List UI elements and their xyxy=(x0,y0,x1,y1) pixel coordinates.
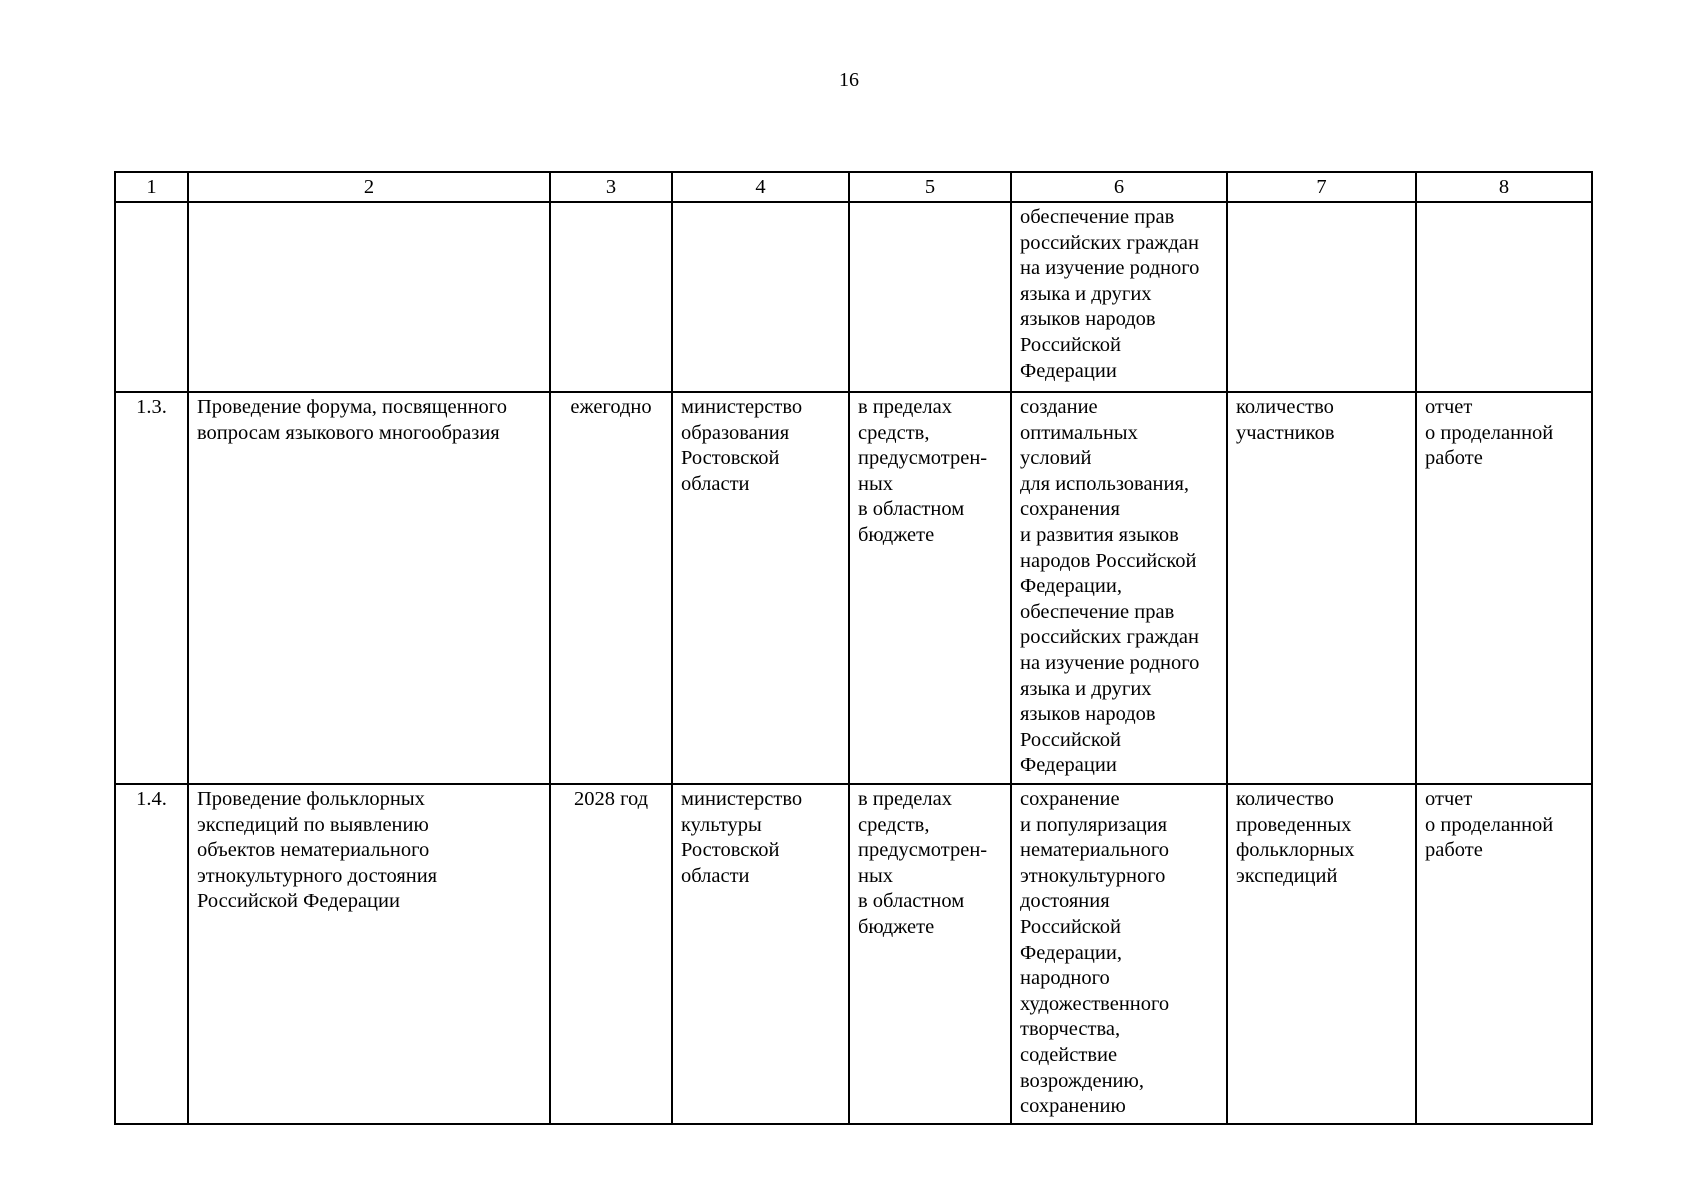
cell-text-line: в областном xyxy=(858,498,965,521)
activity-name-cell xyxy=(188,784,550,1124)
cell-text-line: Федерации, xyxy=(1020,575,1122,598)
responsible-executor-cell xyxy=(672,202,849,392)
report-form-cell xyxy=(1416,784,1592,1124)
cell-text-line: средств, xyxy=(858,421,930,444)
cell-text-line: народного xyxy=(1020,967,1110,990)
report-form-cell xyxy=(1416,392,1592,784)
cell-text-line: отчет xyxy=(1425,396,1473,418)
responsible-executor-cell xyxy=(672,392,849,784)
cell-text-line: предусмотрен- xyxy=(858,839,988,862)
cell-text-line: области xyxy=(681,864,750,887)
cell-text-line: языка и других xyxy=(1020,282,1152,305)
financing-source-cell xyxy=(849,392,1011,784)
cell-text-line: Проведение форума, посвященного xyxy=(197,396,507,418)
cell-text-line: народов Российской xyxy=(1020,549,1197,572)
deadline-cell xyxy=(550,202,672,392)
cell-text-line: и популяризация xyxy=(1020,813,1168,836)
cell-text-line: объектов нематериального xyxy=(197,839,430,862)
cell-text-line: отчет xyxy=(1425,788,1473,810)
activity-name-cell xyxy=(188,202,550,392)
cell-text-line: российских граждан xyxy=(1020,231,1199,254)
financing-source-cell xyxy=(849,202,1011,392)
column-header: 5 xyxy=(849,172,1011,202)
cell-text-line: министерство xyxy=(681,396,803,418)
item-number-cell: 1.4. xyxy=(115,784,188,1124)
cell-text-line: Российской xyxy=(1020,333,1122,356)
responsible-executor-cell xyxy=(672,784,849,1124)
cell-text-line: Российской xyxy=(1020,915,1122,938)
cell-text-line: Проведение фольклорных xyxy=(197,788,425,810)
cell-text-line: для использования, xyxy=(1020,472,1190,495)
deadline-cell: 2028 год xyxy=(550,784,672,1124)
indicator-cell xyxy=(1227,202,1416,392)
cell-text-line: сохранение xyxy=(1020,788,1120,810)
page-number: 16 xyxy=(839,69,859,91)
cell-text-line: средств, xyxy=(858,813,930,836)
cell-text-line: министерство xyxy=(681,788,803,810)
cell-text-line: ных xyxy=(858,472,893,495)
cell-text-line: количество xyxy=(1236,788,1334,810)
cell-text-line: достояния xyxy=(1020,890,1110,913)
column-header: 7 xyxy=(1227,172,1416,202)
cell-text-line: и развития языков xyxy=(1020,523,1179,546)
cell-text-line: этнокультурного достояния xyxy=(197,864,438,887)
cell-text-line: культуры xyxy=(681,813,762,836)
cell-text-line: сохранения xyxy=(1020,498,1120,521)
cell-text-line: на изучение родного xyxy=(1020,257,1200,280)
expected-result-cell xyxy=(1011,202,1227,392)
cell-text-line: работе xyxy=(1425,447,1483,470)
cell-text-line: в пределах xyxy=(858,396,952,418)
column-header: 4 xyxy=(672,172,849,202)
table-row xyxy=(115,202,1592,392)
item-number-cell: 1.3. xyxy=(115,392,188,784)
cell-text-line: предусмотрен- xyxy=(858,447,988,470)
cell-text-line: Федерации, xyxy=(1020,941,1122,964)
financing-source-cell xyxy=(849,784,1011,1124)
indicator-cell xyxy=(1227,392,1416,784)
cell-text-line: этнокультурного xyxy=(1020,864,1166,887)
column-header: 6 xyxy=(1011,172,1227,202)
cell-text-line: Федерации xyxy=(1020,359,1117,382)
cell-text-line: в областном xyxy=(858,890,965,913)
cell-text-line: бюджете xyxy=(858,915,935,938)
cell-text-line: языков народов xyxy=(1020,703,1156,726)
cell-text-line: работе xyxy=(1425,839,1483,862)
expected-result-cell xyxy=(1011,784,1227,1124)
cell-text-line: обеспечение прав xyxy=(1020,206,1175,228)
cell-text-line: участников xyxy=(1236,421,1335,444)
cell-text-line: оптимальных xyxy=(1020,421,1138,444)
cell-text-line: условий xyxy=(1020,447,1092,470)
action-plan-table xyxy=(114,171,1593,1125)
activity-name-cell xyxy=(188,392,550,784)
item-number-cell xyxy=(115,202,188,392)
cell-text-line: о проделанной xyxy=(1425,421,1554,444)
cell-text-line: сохранению xyxy=(1020,1095,1126,1118)
cell-text-line: создание xyxy=(1020,396,1098,418)
cell-text-line: Ростовской xyxy=(681,447,780,470)
cell-text-line: Ростовской xyxy=(681,839,780,862)
cell-text-line: Российской Федерации xyxy=(197,890,400,913)
cell-text-line: творчества, xyxy=(1020,1018,1121,1041)
expected-result-cell xyxy=(1011,392,1227,784)
cell-text-line: экспедиций xyxy=(1236,864,1338,887)
cell-text-line: языка и других xyxy=(1020,677,1152,700)
cell-text-line: нематериального xyxy=(1020,839,1169,862)
cell-text-line: фольклорных xyxy=(1236,839,1355,862)
cell-text-line: российских граждан xyxy=(1020,626,1199,649)
deadline-cell: ежегодно xyxy=(550,392,672,784)
column-header: 2 xyxy=(188,172,550,202)
table-row xyxy=(115,784,1592,1124)
cell-text-line: бюджете xyxy=(858,523,935,546)
cell-text-line: образования xyxy=(681,421,790,444)
indicator-cell xyxy=(1227,784,1416,1124)
column-header: 8 xyxy=(1416,172,1592,202)
cell-text-line: ных xyxy=(858,864,893,887)
column-header: 3 xyxy=(550,172,672,202)
cell-text-line: возрождению, xyxy=(1020,1069,1144,1092)
cell-text-line: художественного xyxy=(1020,992,1170,1015)
cell-text-line: количество xyxy=(1236,396,1334,418)
column-header: 1 xyxy=(115,172,188,202)
cell-text-line: языков народов xyxy=(1020,308,1156,331)
cell-text-line: Федерации xyxy=(1020,754,1117,777)
cell-text-line: Российской xyxy=(1020,728,1122,751)
cell-text-line: обеспечение прав xyxy=(1020,600,1175,623)
cell-text-line: в пределах xyxy=(858,788,952,810)
cell-text-line: на изучение родного xyxy=(1020,651,1200,674)
cell-text-line: о проделанной xyxy=(1425,813,1554,836)
table-row xyxy=(115,392,1592,784)
cell-text-line: области xyxy=(681,472,750,495)
cell-text-line: содействие xyxy=(1020,1043,1118,1066)
cell-text-line: экспедиций по выявлению xyxy=(197,813,429,836)
column-number-header-row xyxy=(115,172,1592,202)
report-form-cell xyxy=(1416,202,1592,392)
cell-text-line: проведенных xyxy=(1236,813,1352,836)
cell-text-line: вопросам языкового многообразия xyxy=(197,421,500,444)
